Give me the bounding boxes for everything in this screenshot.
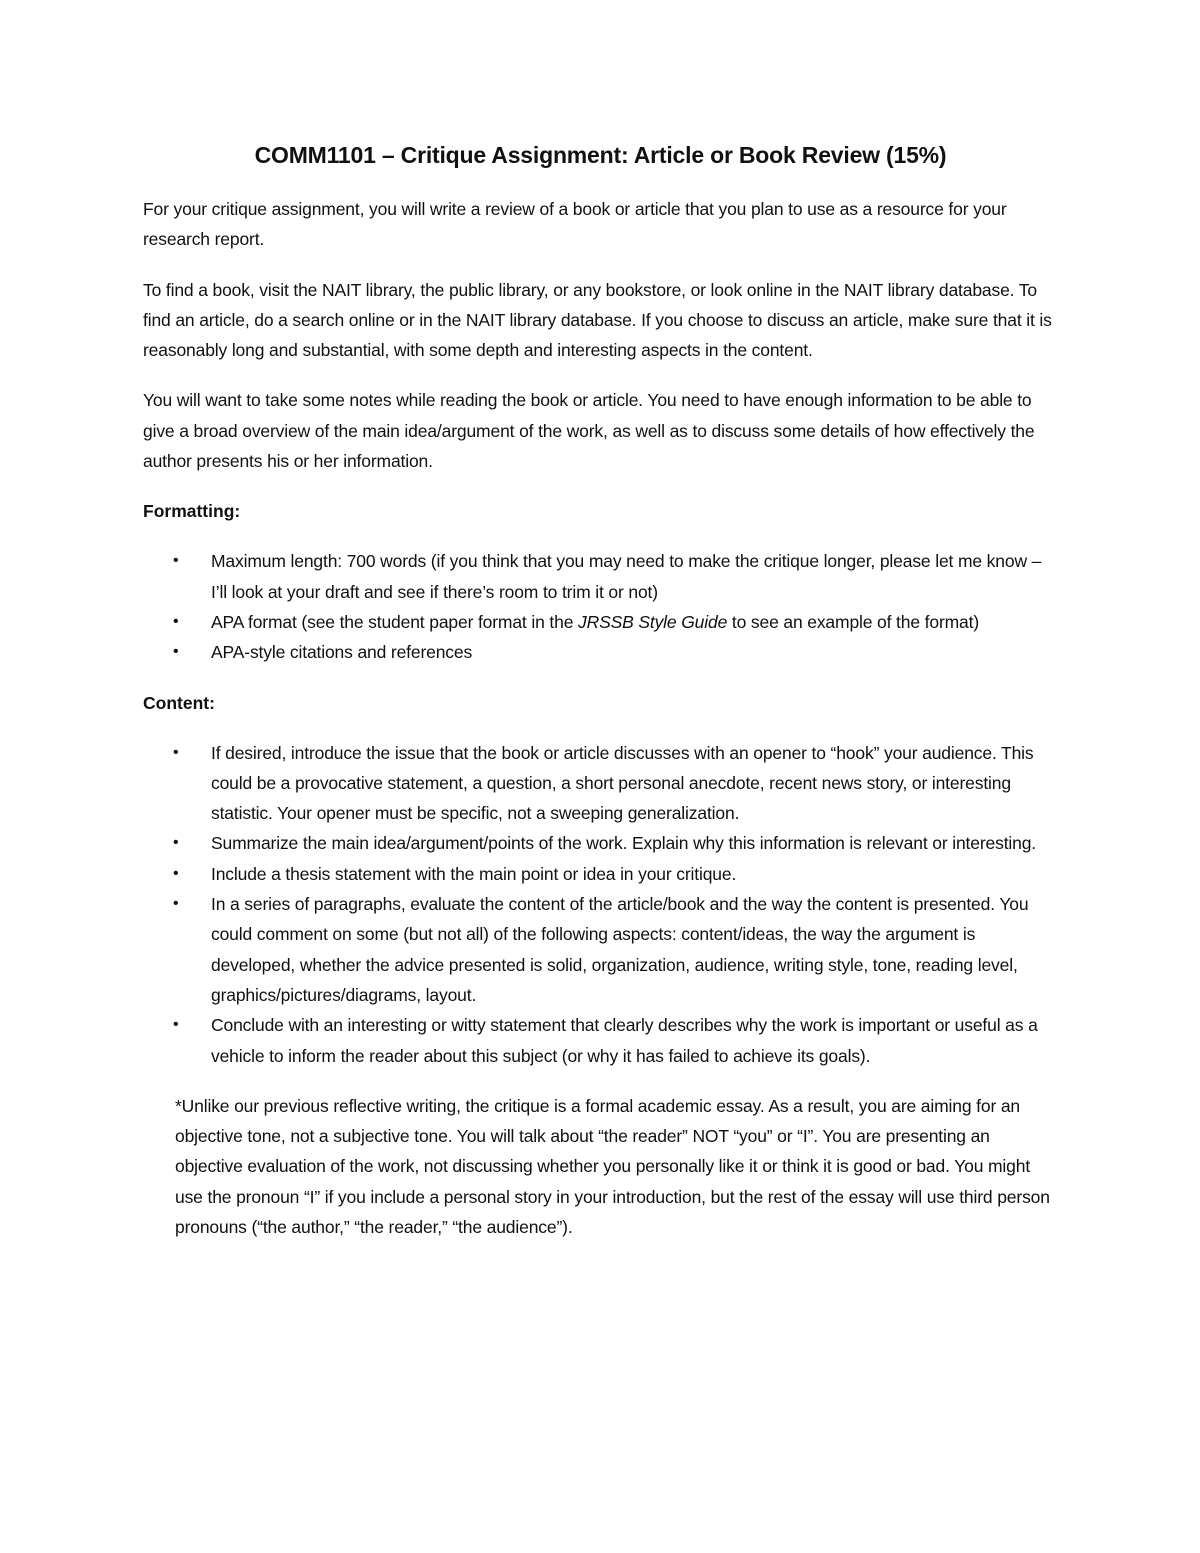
bullet-icon: • (173, 864, 179, 882)
list-item (143, 738, 1058, 829)
bullet-icon: • (173, 643, 179, 661)
list-item (143, 828, 1058, 858)
content-list (143, 738, 1058, 1071)
tone-note-paragraph: *Unlike our previous reflective writing, the critique is a formal academic essay. As a result, you are aiming for an objective tone, not a subjective tone. You will talk about “the reader” NOT “you” or “I”. You are presenting an objective evaluation of the work, not discussing whether you personally like it or think it is good or bad. You might use the pronoun “I” if you include a personal story in your introduction, but the rest of the essay will use third person pronouns (“the author,” “the reader,” “the audience”). (175, 1095, 1050, 1238)
bullet-icon: • (173, 895, 179, 913)
intro-paragraph: For your critique assignment, you will write a review of a book or article that you plan to use as a resource for your research report. (143, 199, 1007, 250)
list-item (143, 859, 1058, 889)
list-item-text: Summarize the main idea/argument/points of the work. Explain why this information is relevant or interesting. (211, 833, 1037, 854)
page-title: COMM1101 – Critique Assignment: Article or Book Review (15%) (254, 142, 947, 168)
bullet-icon: • (173, 612, 179, 630)
list-item-text: In a series of paragraphs, evaluate the content of the article/book and the way the content is presented. You could comment on some (but not all) of the following aspects: content/ideas, the way the argument is developed, whether the advice presented is solid, organization, audience, writing style, tone, reading level, graphics/pictures/diagrams, layout. (211, 894, 1029, 1005)
bullet-icon: • (173, 1016, 179, 1034)
list-item-text: If desired, introduce the issue that the book or article discusses with an opener to “hook” your audience. This could be a provocative statement, a question, a short personal anecdote, recent news story, or interesting statistic. Your opener must be specific, not a sweeping generalization. (211, 742, 1034, 824)
list-item (143, 889, 1058, 1010)
style-guide-title: JRSSB Style Guide (577, 611, 728, 632)
bullet-icon: • (173, 743, 179, 761)
list-item-text: Maximum length: 700 words (if you think that you may need to make the critique longer, please let me know – I’ll look at your draft and see if there’s room to trim it or not) (211, 551, 1042, 602)
list-item (143, 546, 1058, 607)
list-item-text: APA-style citations and references (211, 642, 473, 663)
list-item-text: to see an example of the format) (727, 611, 980, 632)
find-sources-paragraph: To find a book, visit the NAIT library, the public library, or any bookstore, or look online in the NAIT library database. To find an article, do a search online or in the NAIT library database. If you choose to discuss an article, make sure that it is reasonably long and substantial, with some depth and interesting aspects in the content. (143, 279, 1052, 361)
list-item (143, 1010, 1058, 1071)
content-heading: Content: (143, 692, 215, 713)
list-item (143, 637, 1058, 667)
notes-paragraph: You will want to take some notes while reading the book or article. You need to have enough information to be able to give a broad overview of the main idea/argument of the work, as well as to discuss some details of how effectively the author presents his or her information. (143, 390, 1035, 472)
document-page (143, 140, 1058, 1262)
list-item-text: Include a thesis statement with the main point or idea in your critique. (211, 863, 737, 884)
list-item-text: Conclude with an interesting or witty statement that clearly describes why the work is important or useful as a vehicle to inform the reader about this subject (or why it has failed to achieve its goals). (211, 1015, 1038, 1066)
formatting-list (143, 546, 1058, 667)
bullet-icon: • (173, 834, 179, 852)
list-item (143, 607, 1058, 637)
formatting-heading: Formatting: (143, 501, 241, 522)
list-item-text: APA format (see the student paper format in the (211, 611, 578, 632)
bullet-icon: • (173, 552, 179, 570)
